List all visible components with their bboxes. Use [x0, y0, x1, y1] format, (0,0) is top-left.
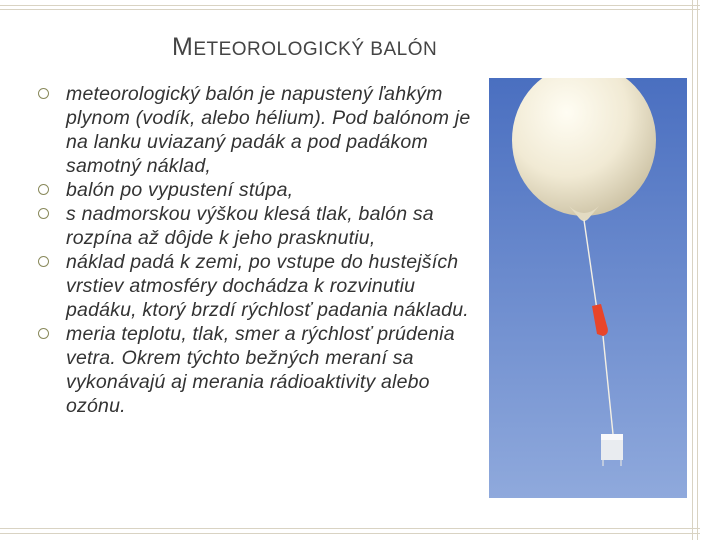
frame-line-top-1: [0, 5, 700, 6]
bullet-item: [38, 322, 488, 418]
bullet-text: meteorologický balón je napustený ľahkým plynom (vodík, alebo hélium). Pod balónom je na lanku uviazaný padák a pod padákom samotný náklad,: [66, 83, 471, 177]
bullet-icon: [38, 256, 49, 267]
bullet-item: [38, 202, 488, 250]
frame-line-top-2: [0, 9, 700, 10]
slide-title-rest: ETEOROLOGICKÝ BALÓN: [193, 39, 438, 60]
balloon-illustration: [489, 78, 687, 498]
bullet-text: balón po vypustení stúpa,: [66, 179, 294, 201]
bullet-item: [38, 178, 488, 202]
slide-title: [172, 33, 437, 62]
bullet-icon: [38, 88, 49, 99]
bullet-item: [38, 250, 488, 322]
balloon-photo: [489, 78, 687, 498]
bullet-icon: [38, 208, 49, 219]
bullet-text: s nadmorskou výškou klesá tlak, balón sa rozpína až dôjde k jeho prasknutiu,: [66, 203, 434, 249]
frame-line-right-1: [692, 0, 693, 540]
frame-line-right-2: [697, 0, 698, 540]
bullet-text: meria teplotu, tlak, smer a rýchlosť prúdenia vetra. Okrem týchto bežných meraní sa vykonávajú aj merania rádioaktivity alebo ozónu.: [66, 323, 455, 417]
frame-line-bottom-1: [0, 528, 700, 529]
bullet-icon: [38, 184, 49, 195]
frame-line-bottom-2: [0, 533, 700, 534]
bullet-icon: [38, 328, 49, 339]
slide-title-initial: M: [172, 33, 194, 61]
bullet-text: náklad padá k zemi, po vstupe do hustejších vrstiev atmosféry dochádza k rozvinutiu padáku, ktorý brzdí rýchlosť padania nákladu.: [66, 251, 469, 321]
bullet-item: [38, 82, 488, 178]
bullet-list: [38, 82, 488, 418]
